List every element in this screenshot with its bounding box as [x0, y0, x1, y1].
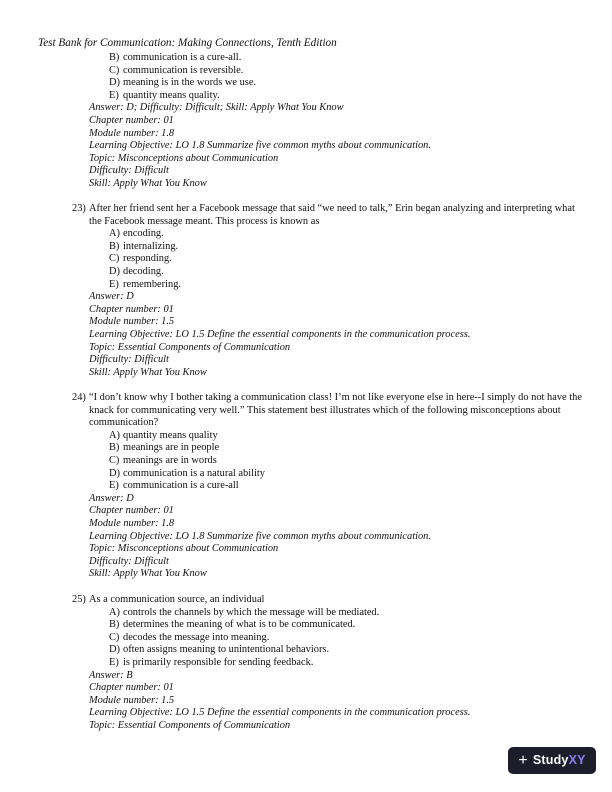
topic-line: Topic: Essential Components of Communication	[89, 719, 291, 731]
answer-option	[109, 65, 431, 78]
answer-line: Answer: D	[89, 291, 134, 303]
question-stem	[72, 594, 584, 607]
option-text: is primarily responsible for sending feedback.	[123, 656, 314, 668]
question-text: After her friend sent her a Facebook message that said “we need to talk,” Erin began analyzing and interpreting what the Facebook message meant. This process is known as	[89, 203, 575, 227]
difficulty-line: Difficulty: Difficult	[89, 165, 169, 177]
option-text: quantity means quality	[123, 429, 218, 441]
objective-line: Learning Objective: LO 1.8 Summarize five common myths about communication.	[89, 140, 431, 152]
skill-line: Skill: Apply What You Know	[89, 177, 207, 189]
difficulty-line: Difficulty: Difficult	[89, 555, 169, 567]
option-letter: E)	[109, 278, 119, 290]
option-letter: B)	[109, 240, 120, 252]
question-metadata	[89, 670, 584, 733]
skill-line: Skill: Apply What You Know	[89, 568, 207, 580]
answer-option	[109, 644, 584, 657]
difficulty-line: Difficulty: Difficult	[89, 354, 169, 366]
option-letter: A)	[109, 228, 120, 240]
question-22-continued	[89, 52, 431, 191]
option-text: often assigns meaning to unintentional behaviors.	[123, 644, 330, 656]
option-text: communication is a cure-all.	[123, 52, 242, 63]
chapter-line: Chapter number: 01	[89, 682, 174, 694]
brand-name-study: Study	[532, 753, 569, 768]
option-letter: B)	[109, 52, 120, 63]
chapter-line: Chapter number: 01	[89, 505, 174, 517]
option-text: quantity means quality.	[123, 89, 220, 101]
module-line: Module number: 1.8	[89, 517, 175, 529]
skill-line: Skill: Apply What You Know	[89, 366, 207, 378]
answer-option	[109, 266, 584, 279]
option-text: meanings are in people	[123, 442, 220, 454]
answer-option	[109, 455, 584, 468]
answer-option	[109, 607, 584, 620]
answer-options	[109, 430, 584, 493]
topic-line: Topic: Misconceptions about Communication	[89, 152, 279, 164]
question-stem	[72, 203, 584, 228]
option-letter: C)	[109, 253, 120, 265]
option-text: meaning is in the words we use.	[123, 77, 257, 89]
option-letter: B)	[109, 619, 120, 631]
objective-line: Learning Objective: LO 1.8 Summarize five common myths about communication.	[89, 530, 431, 542]
topic-line: Topic: Misconceptions about Communication	[89, 543, 279, 555]
answer-options	[109, 228, 584, 291]
option-text: encoding.	[123, 228, 164, 240]
answer-option	[109, 77, 431, 90]
answer-option	[109, 442, 584, 455]
objective-line: Learning Objective: LO 1.5 Define the essential components in the communication process.	[89, 328, 471, 340]
question-number: 23)	[72, 203, 86, 214]
option-letter: C)	[109, 454, 120, 466]
option-text: internalizing.	[123, 240, 179, 252]
question-metadata	[89, 102, 431, 190]
question-number: 24)	[72, 392, 86, 403]
question-text: “I don’t know why I bother taking a communication class! I’m not like everyone else in here--I simply do not have the knack for communicating very well.” This statement best illustrates which of the following misconceptions about communication?	[89, 392, 582, 429]
question-25	[72, 594, 584, 733]
answer-option	[109, 253, 584, 266]
option-text: remembering.	[123, 278, 181, 290]
chapter-line: Chapter number: 01	[89, 303, 174, 315]
question-number: 25)	[72, 594, 86, 605]
objective-line: Learning Objective: LO 1.5 Define the essential components in the communication process.	[89, 707, 471, 719]
question-23	[72, 203, 584, 379]
option-letter: A)	[109, 606, 120, 618]
option-letter: B)	[109, 442, 120, 454]
chapter-line: Chapter number: 01	[89, 114, 174, 126]
option-text: communication is a natural ability	[123, 467, 265, 479]
answer-options	[109, 607, 584, 670]
answer-option	[109, 480, 584, 493]
question-metadata	[89, 493, 584, 581]
option-letter: E)	[109, 480, 119, 492]
answer-option	[109, 228, 584, 241]
answer-line: Answer: D; Difficulty: Difficult; Skill: Apply What You Know	[89, 102, 344, 114]
module-line: Module number: 1.8	[89, 127, 175, 139]
answer-line: Answer: B	[89, 669, 133, 681]
option-letter: D)	[109, 644, 120, 656]
answer-option	[109, 632, 584, 645]
answer-option	[109, 241, 584, 254]
option-text: decoding.	[123, 265, 164, 277]
answer-option	[109, 468, 584, 481]
brand-name-xy: XY	[568, 753, 586, 768]
answer-option	[109, 657, 584, 670]
module-line: Module number: 1.5	[89, 316, 175, 328]
answer-option	[109, 430, 584, 443]
option-letter: E)	[109, 89, 119, 101]
answer-option	[109, 90, 431, 103]
option-letter: C)	[109, 64, 120, 76]
answer-option	[109, 619, 584, 632]
option-text: communication is a cure-all	[123, 480, 239, 492]
option-letter: A)	[109, 429, 120, 441]
question-stem	[72, 392, 584, 430]
option-letter: C)	[109, 631, 120, 643]
option-text: decodes the message into meaning.	[123, 631, 270, 643]
answer-line: Answer: D	[89, 492, 134, 504]
module-line: Module number: 1.5	[89, 694, 175, 706]
option-text: responding.	[123, 253, 172, 265]
answer-option	[109, 52, 431, 65]
option-letter: D)	[109, 467, 120, 479]
option-text: meanings are in words	[123, 454, 217, 466]
option-letter: D)	[109, 77, 120, 89]
page-header-title: Test Bank for Communication: Making Connections, Tenth Edition	[38, 37, 337, 49]
studyxy-logo-badge[interactable]	[508, 747, 596, 774]
plus-icon: +	[518, 751, 528, 769]
topic-line: Topic: Essential Components of Communication	[89, 341, 291, 353]
option-letter: E)	[109, 656, 119, 668]
option-text: communication is reversible.	[123, 64, 244, 76]
question-24	[72, 392, 584, 581]
question-text: As a communication source, an individual	[89, 594, 265, 605]
option-text: controls the channels by which the message will be mediated.	[123, 606, 380, 618]
option-letter: D)	[109, 265, 120, 277]
option-text: determines the meaning of what is to be communicated.	[123, 619, 356, 631]
question-metadata	[89, 291, 584, 379]
answer-option	[109, 279, 584, 292]
